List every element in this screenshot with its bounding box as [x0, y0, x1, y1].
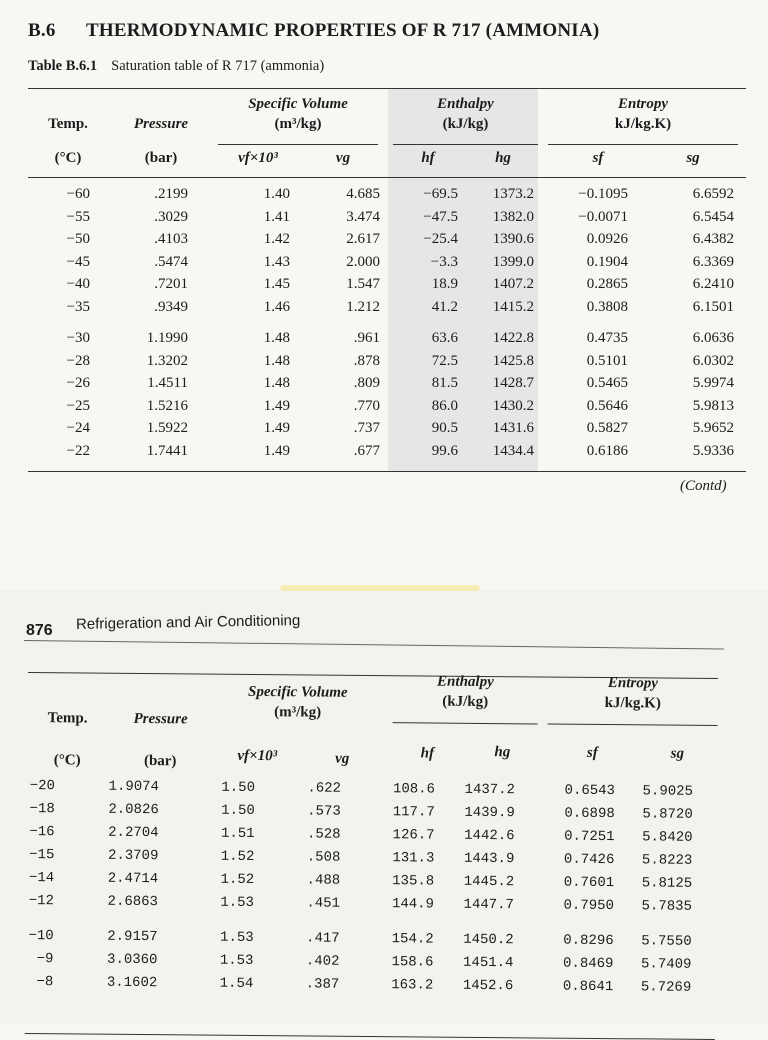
hg-cell: 1442.6 [464, 827, 515, 845]
hg-cell: 1452.6 [462, 977, 514, 995]
hf-cell: 108.6 [392, 781, 436, 798]
enthalpy-header: Enthalpy [437, 96, 494, 112]
pressure-cell: 1.3202 [146, 352, 188, 369]
pressure-cell: 2.3709 [107, 847, 159, 865]
pressure-cell: 3.0360 [107, 951, 158, 969]
hg-cell: 1428.7 [492, 375, 534, 391]
sf-cell: −0.1095 [578, 186, 628, 202]
vg-cell: .737 [353, 420, 380, 436]
hf-cell: 158.6 [391, 954, 434, 971]
pressure-cell: 1.1990 [146, 330, 188, 346]
vf-cell: 1.49 [263, 397, 290, 414]
sf-cell: 0.0926 [586, 231, 628, 247]
vg-cell: .677 [353, 442, 380, 459]
vf-cell: 1.48 [263, 375, 290, 391]
sg-cell: 5.9025 [642, 783, 694, 800]
table-row [28, 206, 746, 229]
sf-cell: 0.6186 [586, 442, 628, 459]
entropy-unit: kJ/kg.K) [614, 116, 672, 132]
entropy-header: Entropy [617, 96, 668, 112]
sf-cell: −0.0071 [578, 208, 628, 225]
hg-cell: 1439.9 [464, 804, 515, 822]
pressure-cell: .9349 [154, 298, 188, 315]
pressure-cell: 2.4714 [107, 870, 159, 888]
hf-cell: 63.6 [431, 330, 458, 346]
hg-cell: 1399.0 [492, 253, 534, 270]
enthalpy-subrule [393, 144, 538, 145]
sg-cell: 5.8223 [641, 852, 693, 869]
pressure-cell: 1.4511 [147, 375, 188, 391]
pressure-cell: 2.6863 [107, 893, 159, 911]
vf-cell: 1.46 [263, 298, 290, 315]
hf-header: hf [421, 150, 435, 166]
continued-note: (Contd) [680, 478, 727, 494]
temp-unit: (°C) [54, 150, 82, 166]
vg-cell: .961 [353, 330, 380, 346]
sf-cell: 0.5465 [586, 375, 628, 391]
sg-header: sg [670, 745, 685, 762]
vg-cell: 1.212 [346, 298, 380, 315]
table-row [28, 251, 746, 274]
table-row [28, 273, 746, 296]
vg-cell: .770 [353, 397, 380, 414]
pressure-cell: 3.1602 [106, 974, 158, 992]
vf-cell: 1.50 [221, 779, 256, 796]
temp-cell: −15 [29, 847, 55, 864]
table-row [28, 228, 746, 251]
table-row [28, 440, 746, 463]
hf-cell: 117.7 [392, 804, 435, 821]
temp-cell: −12 [28, 893, 55, 910]
hf-cell: 163.2 [391, 977, 434, 994]
hg-cell: 1437.2 [464, 781, 516, 799]
sf-cell: 0.6898 [564, 805, 615, 823]
hf-cell: 41.2 [431, 298, 458, 315]
hf-cell: 126.7 [392, 827, 435, 844]
vg-cell: .622 [307, 780, 342, 797]
sg-cell: 6.5454 [692, 208, 734, 225]
sf-cell: 0.7426 [563, 851, 615, 869]
enthalpy-unit: (kJ/kg) [442, 693, 489, 711]
sg-cell: 6.3369 [692, 253, 734, 270]
vf-cell: 1.42 [263, 231, 290, 247]
pressure-cell: .3029 [154, 208, 188, 225]
entropy-subrule [548, 144, 738, 145]
hg-cell: 1407.2 [492, 276, 534, 292]
sg-cell: 6.0636 [692, 330, 734, 346]
hg-cell: 1431.6 [492, 420, 534, 436]
specific-volume-header: Specific Volume [247, 683, 348, 701]
highlight-streak [280, 585, 480, 591]
temp-unit: (°C) [53, 752, 81, 769]
sf-cell: 0.8641 [562, 978, 614, 996]
vf-cell: 1.52 [220, 848, 255, 865]
sg-cell: 6.1501 [692, 298, 734, 315]
hg-cell: 1450.2 [463, 931, 514, 949]
hf-cell: −69.5 [423, 186, 458, 202]
hf-cell: −25.4 [423, 231, 458, 247]
hg-cell: 1382.0 [492, 208, 534, 225]
hg-cell: 1451.4 [462, 954, 514, 972]
sg-cell: 5.9813 [692, 397, 734, 414]
pressure-header: Pressure [133, 116, 189, 132]
hg-cell: 1422.8 [492, 330, 534, 346]
sf-header: sf [592, 150, 604, 166]
temp-header: Temp. [47, 710, 88, 727]
sf-cell: 0.7251 [564, 828, 615, 846]
pressure-cell: 1.7441 [146, 442, 188, 459]
pressure-unit: (bar) [144, 150, 178, 166]
vf-cell: 1.43 [263, 253, 290, 270]
vf-cell: 1.48 [263, 330, 290, 346]
header-rule [28, 177, 746, 178]
sf-cell: 0.4735 [586, 330, 628, 346]
temp-cell: −30 [66, 330, 90, 346]
table-row [28, 372, 746, 395]
temp-header: Temp. [48, 116, 88, 132]
vg-cell: 4.685 [346, 186, 380, 202]
vf-cell: 1.49 [263, 420, 290, 436]
pressure-cell: 1.5216 [146, 397, 188, 414]
vf-header: vf×10³ [238, 150, 278, 166]
section-title: THERMODYNAMIC PROPERTIES OF R 717 (AMMONIA) [86, 20, 600, 41]
pressure-cell: 1.5922 [146, 420, 188, 436]
temp-cell: −25 [66, 397, 90, 414]
table-row [28, 183, 746, 206]
entropy-subrule [548, 724, 718, 726]
entropy-header: Entropy [607, 675, 658, 692]
pressure-cell: 2.0826 [108, 801, 159, 819]
pressure-cell: .5474 [154, 253, 188, 270]
vf-cell: 1.54 [219, 975, 254, 992]
vg-cell: .451 [306, 895, 341, 912]
hg-cell: 1390.6 [492, 231, 534, 247]
temp-cell: −60 [66, 186, 90, 202]
continued-table [25, 672, 718, 1040]
hf-cell: 131.3 [392, 850, 435, 867]
hf-cell: 18.9 [431, 276, 458, 292]
vg-cell: 3.474 [346, 208, 380, 225]
temp-cell: −28 [66, 352, 90, 369]
sg-cell: 5.7835 [641, 898, 693, 915]
hf-cell: −3.3 [430, 253, 458, 270]
sf-cell: 0.5101 [586, 352, 628, 369]
hg-cell: 1447.7 [463, 896, 515, 914]
vf-cell: 1.40 [263, 186, 290, 202]
sf-cell: 0.6543 [564, 782, 616, 800]
temp-cell: −24 [66, 420, 90, 436]
sg-cell: 5.9974 [692, 375, 734, 391]
hf-cell: 135.8 [392, 873, 435, 890]
sg-cell: 6.2410 [692, 276, 734, 292]
table-row [25, 971, 715, 1000]
sg-cell: 5.8125 [641, 875, 693, 892]
sf-cell: 0.7950 [563, 897, 615, 915]
pressure-cell: 2.2704 [108, 824, 159, 842]
sf-cell: 0.5646 [586, 397, 628, 414]
pressure-unit: (bar) [143, 753, 177, 770]
vf-header: vf×10³ [237, 747, 278, 765]
vg-cell: .809 [353, 375, 380, 391]
vg-cell: .402 [305, 953, 340, 970]
sf-header: sf [586, 744, 598, 761]
vf-cell: 1.53 [219, 952, 254, 969]
vg-cell: .528 [306, 826, 341, 843]
temp-cell: −10 [28, 928, 54, 945]
temp-cell: −50 [66, 231, 90, 247]
saturation-table [28, 88, 746, 472]
vf-cell: 1.49 [263, 442, 290, 459]
hf-cell: 99.6 [431, 442, 458, 459]
vg-cell: .573 [307, 803, 341, 820]
hg-cell: 1425.8 [492, 352, 534, 369]
temp-cell: −18 [29, 801, 55, 818]
vf-cell: 1.52 [220, 871, 255, 888]
table-row [28, 395, 746, 418]
volume-subrule [218, 144, 378, 145]
hf-cell: 154.2 [391, 931, 434, 948]
table-row [28, 417, 746, 440]
temp-cell: −14 [28, 870, 55, 887]
temp-cell: −22 [66, 442, 90, 459]
vg-header: vg [335, 150, 351, 166]
hg-cell: 1434.4 [492, 442, 534, 459]
table-label: Table B.6.1 [28, 58, 98, 74]
table-caption-text: Saturation table of R 717 (ammonia) [111, 58, 325, 74]
vf-cell: 1.53 [220, 929, 254, 946]
enthalpy-header: Enthalpy [437, 673, 494, 691]
vg-cell: .417 [306, 930, 340, 947]
specific-volume-unit: (m³/kg) [274, 116, 322, 132]
vg-cell: .387 [305, 976, 340, 993]
pressure-cell: .4103 [154, 231, 188, 247]
table-row [28, 296, 746, 319]
table-row [28, 350, 746, 373]
entropy-unit: kJ/kg.K) [604, 695, 661, 712]
vf-cell: 1.48 [263, 352, 290, 369]
hf-cell: 86.0 [431, 397, 458, 414]
section-heading [28, 20, 748, 42]
vg-cell: .508 [306, 849, 341, 866]
temp-cell: −20 [29, 778, 56, 795]
vf-cell: 1.51 [220, 825, 255, 842]
pressure-cell: .7201 [154, 276, 188, 292]
hg-header: hg [494, 744, 511, 761]
page-number: 876 [26, 622, 53, 639]
pressure-cell: .2199 [154, 186, 188, 202]
sg-cell: 5.7409 [640, 956, 692, 973]
sg-cell: 5.8420 [642, 829, 693, 846]
hf-cell: 90.5 [431, 420, 458, 436]
sg-cell: 5.9336 [692, 442, 734, 459]
sg-cell: 5.8720 [642, 806, 693, 823]
vg-header: vg [335, 750, 350, 767]
hf-cell: 144.9 [391, 896, 435, 913]
sg-cell: 5.7269 [640, 979, 692, 996]
specific-volume-unit: (m³/kg) [274, 704, 322, 721]
specific-volume-header: Specific Volume [248, 96, 348, 112]
book-title: Refrigeration and Air Conditioning [75, 612, 301, 633]
hg-cell: 1373.2 [492, 186, 534, 202]
hg-cell: 1430.2 [492, 397, 534, 414]
temp-cell: −45 [66, 253, 90, 270]
hg-header: hg [495, 150, 511, 166]
vg-cell: 2.617 [346, 231, 380, 247]
vf-cell: 1.41 [263, 208, 290, 225]
enthalpy-subrule [393, 722, 538, 724]
hf-cell: 81.5 [431, 375, 458, 391]
pressure-cell: 2.9157 [107, 928, 158, 946]
enthalpy-unit: (kJ/kg) [442, 116, 489, 132]
sg-cell: 5.7550 [641, 933, 692, 950]
section-number: B.6 [28, 20, 56, 41]
vg-cell: .488 [306, 872, 341, 889]
temp-cell: −26 [66, 375, 90, 391]
sg-header: sg [686, 150, 700, 166]
temp-cell: −55 [66, 208, 90, 225]
hf-header: hf [420, 745, 435, 762]
hf-cell: −47.5 [423, 208, 458, 225]
pressure-cell: 1.9074 [108, 778, 160, 796]
table-caption [28, 58, 324, 75]
sf-cell: 0.1904 [586, 253, 628, 270]
pressure-header: Pressure [133, 710, 188, 728]
sf-cell: 0.3808 [586, 298, 628, 315]
vf-cell: 1.53 [220, 894, 255, 911]
vf-cell: 1.50 [221, 802, 255, 819]
temp-cell: −16 [29, 824, 55, 841]
table-row [26, 890, 716, 919]
vg-cell: .878 [353, 352, 380, 369]
hf-cell: 72.5 [431, 352, 458, 369]
sf-cell: 0.5827 [586, 420, 628, 436]
table-row [28, 327, 746, 350]
hg-cell: 1443.9 [463, 850, 515, 868]
temp-cell: −9 [36, 951, 54, 968]
sg-cell: 6.0302 [692, 352, 734, 369]
sf-cell: 0.8296 [563, 932, 614, 950]
temp-cell: −40 [66, 276, 90, 292]
hg-cell: 1445.2 [463, 873, 515, 891]
sg-cell: 5.9652 [692, 420, 734, 436]
temp-cell: −8 [36, 974, 54, 991]
vg-cell: 2.000 [346, 253, 380, 270]
sg-cell: 6.4382 [692, 231, 734, 247]
sf-cell: 0.8469 [562, 955, 614, 973]
vf-cell: 1.45 [263, 276, 290, 292]
sf-cell: 0.2865 [586, 276, 628, 292]
hg-cell: 1415.2 [492, 298, 534, 315]
sg-cell: 6.6592 [692, 186, 734, 202]
temp-cell: −35 [66, 298, 90, 315]
sf-cell: 0.7601 [563, 874, 615, 892]
vg-cell: 1.547 [346, 276, 380, 292]
